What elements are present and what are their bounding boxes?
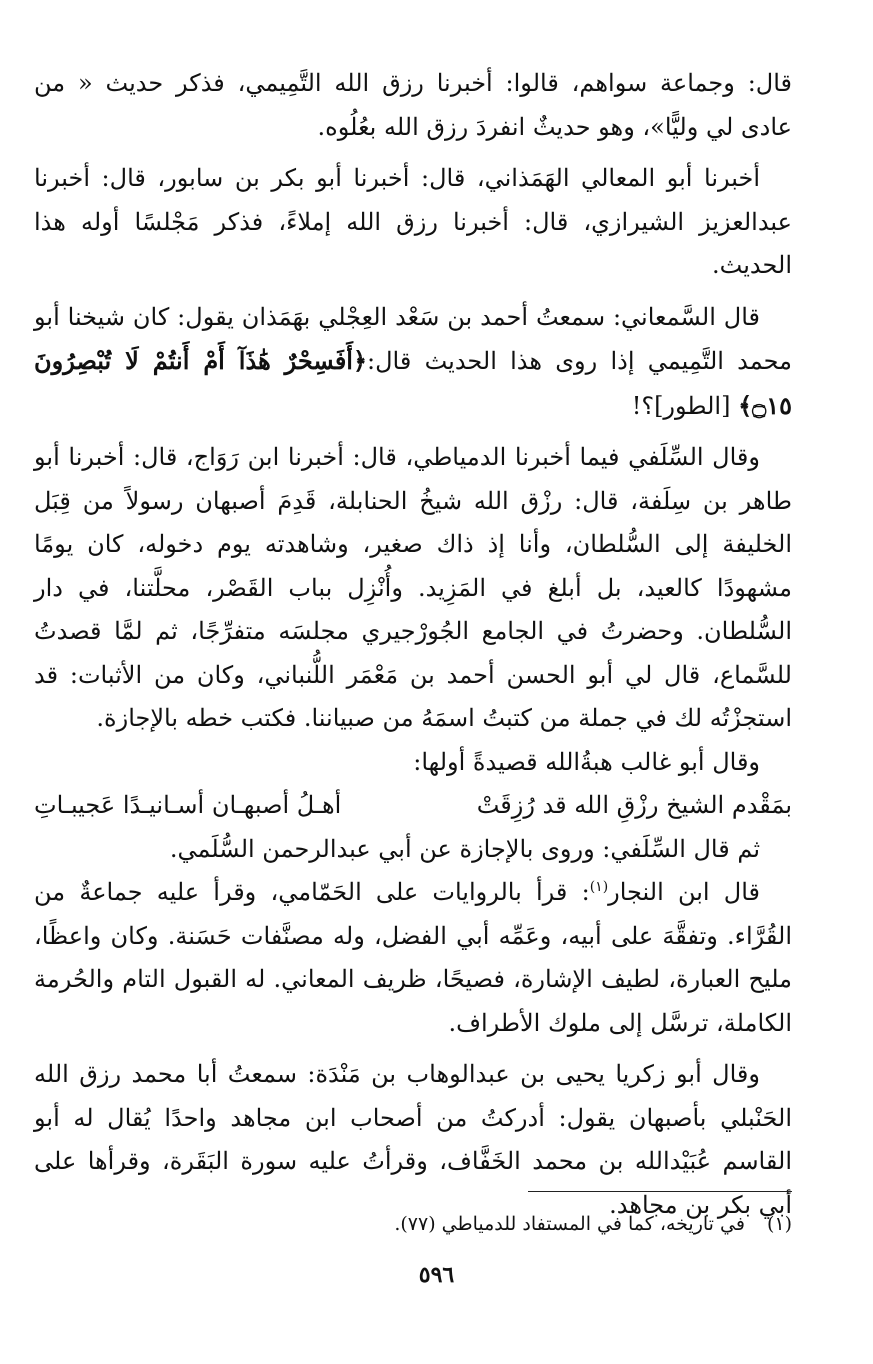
- paragraph-hamadhani-chain: أخبرنا أبو المعالي الهَمَذاني، قال: أخبرنا أبو بكر بن سابور، قال: أخبرنا عبدالعزيز الشيرازي، قال: أخبرنا رزق الله إملاءً، فذكر مَجْلسًا أوله هذا الحديث.: [34, 164, 792, 279]
- quran-verse: ﴿أَفَسِحْرٌ هَٰذَآ أَمْ أَنتُمْ لَا تُبْصِرُونَ ۝١٥﴾: [34, 346, 792, 420]
- paragraph-poem-intro: وقال أبو غالب هبةُالله قصيدةً أولها:: [413, 747, 760, 776]
- paragraph-ibn-manda: وقال أبو زكريا يحيى بن عبدالوهاب بن مَنْدَة: سمعتُ أبا محمد رزق الله الحَنْبلي بأصبهان يقول: أدركتُ من أصحاب ابن مجاهد واحدًا يُقال له أبو القاسم عُبَيْدالله بن محمد الخَفَّاف، وقرأتُ عليه سورة البَقَرة، وقرأها على أبي بكر بن مجاهد.: [34, 1060, 792, 1219]
- poem-first-hemistich: بمَقْدم الشيخ رزْقِ الله قد رُزِقَتْ: [476, 791, 792, 819]
- main-text: [34, 62, 792, 1227]
- paragraph-tamimi-hadith: قال: وجماعة سواهم، قالوا: أخبرنا رزق الله التَّمِيمي، فذكر حديث « من عادى لي وليًّا»، وهو حديثٌ انفردَ رزق الله بعُلُوه.: [34, 69, 792, 141]
- samani-text: قال السَّمعاني: سمعتُ أحمد بن سَعْد العِجْلي بهَمَذان يقول: كان شيخنا أبو محمد التَّمِيمي إذا روى هذا الحديث قال:: [34, 302, 792, 375]
- poem-verse: [34, 784, 792, 828]
- ibn-najjar-lead: قال ابن النجار: [608, 878, 761, 906]
- page-number: ٥٩٦: [418, 1262, 455, 1288]
- footnote-marker: (١): [589, 879, 609, 895]
- poem-second-hemistich: أهـلُ أصبهـان أسـانيـدًا عَجيبـاتِ: [34, 791, 342, 819]
- footnote-separator: [528, 1191, 792, 1192]
- quran-reference: [الطور]؟!: [631, 391, 731, 420]
- paragraph-silafi: وقال السِّلَفي فيما أخبرنا الدمياطي، قال: أخبرنا ابن رَوَاج، قال: أخبرنا أبو طاهر بن سِلَفة، قال: رزْق الله شيخُ الحنابلة، قَدِمَ أصبهان رسولاً من قِبَل الخليفة إلى السُّلطان، وأنا إذ ذاك صغير، وشاهدته يوم دخوله، كان يومًا مشهودًا كالعيد، بل أبلغ في المَزِيد. وأُنْزِل بباب القَصْر، محلَّتنا، في دار السُّلطان. وحضرتُ في الجامع الجُورْجيري مجلسَه متفرِّجًا، ثم لمَّا قصدتُ للسَّماع، قال لي أبو الحسن أحمد بن مَعْمَر اللُّنباني، وكان من الأثبات: قد استجزْتُه لك في جملة من كتبتُ اسمَهُ من صبياننا. فكتب خطه بالإجازة.: [34, 443, 792, 732]
- paragraph-silafi-ijaza: ثم قال السِّلَفي: وروى بالإجازة عن أبي عبدالرحمن السُّلَمي.: [169, 834, 760, 863]
- footnote: [34, 1208, 792, 1240]
- footnote-text: في تاريخه، كما في المستفاد للدمياطي (٧٧).: [394, 1213, 745, 1235]
- ibn-najjar-text: قرأ بالروايات على الحَمّامي، وقرأ عليه جماعةٌ من القُرَّاء. وتفقَّهَ على أبيه، وعَمِّه أبي الفضل، وله مصنَّفات حَسَنة. وكان واعظًا، مليح العبارة، لطيف الإشارة، فصيحًا، ظريف المعاني. له القبول التام والحُرمة الكاملة، ترسَّل إلى ملوك الأطراف.: [34, 878, 792, 1037]
- footnote-number: (١): [766, 1213, 792, 1235]
- paragraph-samani: [34, 296, 792, 429]
- paragraph-ibn-najjar: قال ابن النجار$^{(١)}$: قرأ بالروايات على الحَمّامي، وقرأ عليه جماعةٌ من القُرَّاء. وتفقَّهَ على أبيه، وعَمِّه أبي الفضل، وله مصنَّفات حَسَنة. وكان واعظًا، مليح العبارة، لطيف الإشارة، فصيحًا، ظريف المعاني. له القبول التام والحُرمة الكاملة، ترسَّل إلى ملوك الأطراف.: [34, 878, 792, 1037]
